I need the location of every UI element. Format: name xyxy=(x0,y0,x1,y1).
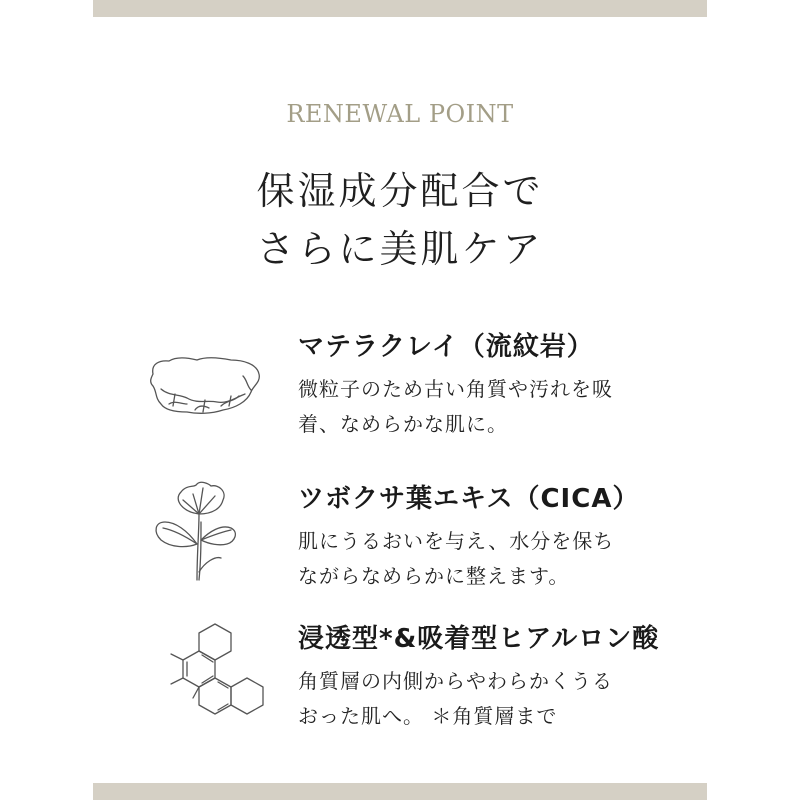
feature-description xyxy=(298,664,658,734)
feature-description-line: 肌にうるおいを与え、水分を保ち xyxy=(298,529,615,553)
bottom-decorative-band xyxy=(93,783,707,800)
feature-description-line: 微粒子のため古い角質や汚れを吸 xyxy=(298,377,613,401)
clay-stone-icon xyxy=(135,334,265,454)
feature-item-hyaluronic xyxy=(0,618,800,758)
molecule-hexagon-icon xyxy=(135,618,265,738)
feature-title: 浸透型*&吸着型ヒアルロン酸 xyxy=(298,624,660,654)
feature-title: ツボクサ葉エキス（CICA） xyxy=(298,484,640,514)
cica-leaf-icon xyxy=(135,482,265,602)
feature-description-line: おった肌へ。 ＊角質層まで xyxy=(298,704,558,728)
feature-description-line: 着、なめらかな肌に。 xyxy=(298,412,508,436)
headline-line-2: さらに美肌ケア xyxy=(256,227,544,271)
top-decorative-band xyxy=(93,0,707,17)
feature-description xyxy=(298,524,658,594)
eyebrow-label: RENEWAL POINT xyxy=(286,100,514,128)
feature-item-cica xyxy=(0,478,800,618)
feature-item-clay xyxy=(0,326,800,466)
page-headline xyxy=(0,162,800,278)
feature-description xyxy=(298,372,658,442)
feature-title: マテラクレイ（流紋岩） xyxy=(298,332,594,362)
feature-description-line: ながらなめらかに整えます。 xyxy=(298,564,570,588)
feature-description-line: 角質層の内側からやわらかくうる xyxy=(298,669,613,693)
headline-line-1: 保湿成分配合で xyxy=(256,169,544,213)
